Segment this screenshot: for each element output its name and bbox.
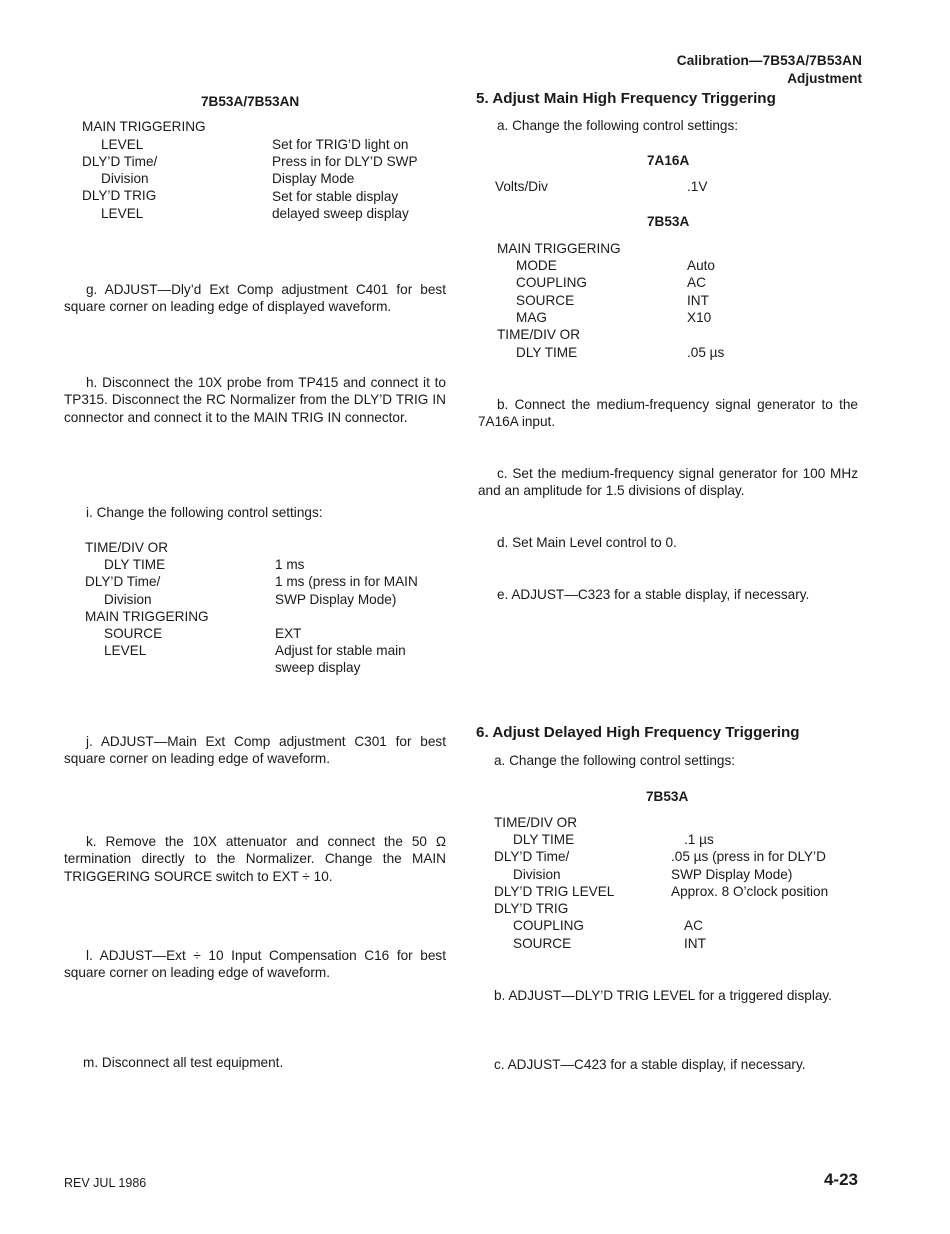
table1-value: Press in for DLY’D SWP: [272, 154, 418, 169]
section6-step-c: c. ADJUST—C423 for a stable display, if necessary.: [494, 1057, 806, 1072]
s5-value: AC: [687, 275, 706, 290]
step-i: i. Change the following control settings:: [86, 505, 323, 520]
section-6-title: 6. Adjust Delayed High Frequency Triggering: [476, 724, 800, 741]
s6-value: .05 µs (press in for DLY’D: [671, 849, 826, 864]
s5-label: COUPLING: [516, 275, 588, 290]
s6-label: DLY’D TRIG: [494, 901, 569, 916]
revision-date: REV JUL 1986: [64, 1176, 147, 1190]
table2-label: Division: [104, 592, 152, 607]
section6-step-a: a. Change the following control settings:: [494, 753, 736, 768]
table2-label: MAIN TRIGGERING: [85, 609, 209, 624]
s5-label: MAG: [516, 310, 547, 325]
s6-value: .1 µs: [684, 832, 714, 847]
step-l: l. ADJUST—Ext ÷ 10 Input Compensation C16 for best square corner on leading edge of waveform.: [64, 948, 446, 981]
s6-label: DLY TIME: [513, 832, 575, 847]
section5-step-a: a. Change the following control settings:: [497, 118, 739, 133]
section-5-title: 5. Adjust Main High Frequency Triggering: [476, 90, 776, 107]
s6-label: DLY’D TRIG LEVEL: [494, 884, 615, 899]
table1-value: Set for stable display: [272, 189, 399, 204]
s6-label: DLY’D Time/: [494, 849, 570, 864]
table2-label: LEVEL: [104, 643, 147, 658]
running-header-subtitle: Adjustment: [787, 71, 862, 86]
table1-label: DLY’D TRIG: [82, 188, 157, 203]
s5-label: SOURCE: [516, 293, 575, 308]
s6-label: SOURCE: [513, 936, 572, 951]
table2-value: Adjust for stable main: [275, 643, 406, 658]
s6-value: AC: [684, 918, 703, 933]
section5-step-e: e. ADJUST—C323 for a stable display, if necessary.: [497, 587, 810, 602]
s5-value: X10: [687, 310, 712, 325]
table1-label: MAIN TRIGGERING: [82, 119, 206, 134]
table2-label: DLY TIME: [104, 557, 166, 572]
s5-value: Auto: [687, 258, 715, 273]
s6-label: Division: [513, 867, 561, 882]
s5-label: TIME/DIV OR: [497, 327, 581, 342]
s5-label: DLY TIME: [516, 345, 578, 360]
volts-div-value: .1V: [687, 179, 708, 194]
table1-label: Division: [101, 171, 149, 186]
table2-label: DLY’D Time/: [85, 574, 161, 589]
table2-label: TIME/DIV OR: [85, 540, 169, 555]
table1-label: LEVEL: [101, 137, 144, 152]
table2-value: sweep display: [275, 660, 361, 675]
heading-7a16a: 7A16A: [647, 153, 690, 168]
section5-step-d: d. Set Main Level control to 0.: [497, 535, 677, 550]
table1-value: delayed sweep display: [272, 206, 409, 221]
s6-value: INT: [684, 936, 706, 951]
page-number: 4-23: [823, 1170, 858, 1189]
heading-7b53a-section5: 7B53A: [647, 214, 690, 229]
step-h: h. Disconnect the 10X probe from TP415 and connect it to TP315. Disconnect the RC Normalizer from the DLY’D TRIG IN connector and connect it to the MAIN TRIG IN connector.: [64, 375, 446, 425]
section5-step-b: b. Connect the medium-frequency signal generator to the 7A16A input.: [478, 397, 858, 430]
section5-step-c: c. Set the medium-frequency signal generator for 100 MHz and an amplitude for 1.5 divisions of display.: [478, 466, 858, 499]
table2-value: SWP Display Mode): [275, 592, 397, 607]
heading-7b53a-section6: 7B53A: [646, 789, 689, 804]
table2-value: 1 ms (press in for MAIN: [275, 574, 418, 589]
volts-div-label: Volts/Div: [495, 179, 548, 194]
step-m: m. Disconnect all test equipment.: [83, 1055, 284, 1070]
s5-value: INT: [687, 293, 709, 308]
s5-value: .05 µs: [687, 345, 725, 360]
step-g: g. ADJUST—Dly’d Ext Comp adjustment C401 for best square corner on leading edge of displayed waveform.: [64, 282, 446, 315]
step-j: j. ADJUST—Main Ext Comp adjustment C301 for best square corner on leading edge of waveform.: [64, 734, 446, 767]
s5-label: MODE: [516, 258, 557, 273]
s6-label: COUPLING: [513, 918, 585, 933]
s6-value: SWP Display Mode): [671, 867, 793, 882]
s6-value: Approx. 8 O’clock position: [671, 884, 829, 899]
table1-heading: 7B53A/7B53AN: [201, 94, 300, 109]
table1-value: Display Mode: [272, 171, 355, 186]
s6-label: TIME/DIV OR: [494, 815, 578, 830]
table1-value: Set for TRIG’D light on: [272, 137, 409, 152]
table1-label: LEVEL: [101, 206, 144, 221]
table2-label: SOURCE: [104, 626, 163, 641]
table2-value: EXT: [275, 626, 302, 641]
section6-step-b: b. ADJUST—DLY’D TRIG LEVEL for a triggered display.: [494, 988, 832, 1003]
running-header-title: Calibration—7B53A/7B53AN: [676, 53, 862, 68]
step-k: k. Remove the 10X attenuator and connect the 50 Ω termination directly to the Normalizer. Change the MAIN TRIGGERING SOURCE switch to EXT ÷ 10.: [64, 834, 446, 884]
table2-value: 1 ms: [275, 557, 305, 572]
table1-label: DLY’D Time/: [82, 154, 158, 169]
s5-label: MAIN TRIGGERING: [497, 241, 621, 256]
